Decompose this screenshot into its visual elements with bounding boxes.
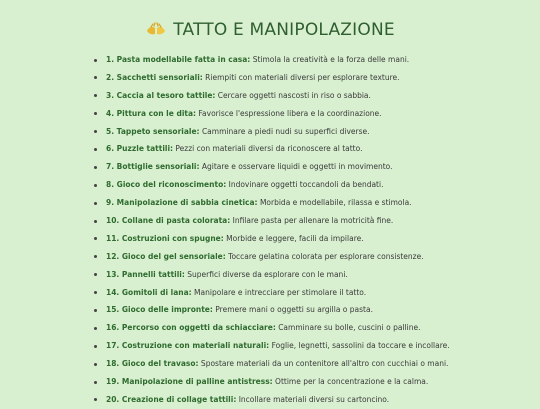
bullet-icon	[94, 202, 97, 205]
bullet-icon	[94, 148, 97, 151]
item-text	[106, 373, 428, 391]
item-description: Manipolare e intrecciare per stimolare il tatto.	[191, 287, 367, 297]
item-title: 13. Pannelli tattili:	[106, 269, 185, 279]
item-text	[106, 248, 424, 266]
item-description: Toccare gelatina colorata per esplorare consistenze.	[225, 251, 424, 261]
page-title: TATTO E MANIPOLAZIONE	[173, 20, 395, 40]
item-title: 1. Pasta modellabile fatta in casa:	[106, 55, 251, 64]
item-title: 20. Creazione di collage tattili:	[106, 394, 237, 404]
bullet-icon	[94, 237, 97, 240]
title-row	[0, 18, 540, 42]
item-text	[106, 140, 362, 158]
item-title: 2. Sacchetti sensoriali:	[106, 72, 203, 82]
bullet-icon	[94, 76, 97, 79]
item-description: Ottime per la concentrazione e la calma.	[272, 377, 429, 387]
item-description: Camminare a piedi nudi su superfici diverse.	[199, 126, 370, 136]
item-text	[106, 230, 364, 248]
item-description: Incollare materiali diversi su cartoncino.	[236, 394, 390, 404]
bullet-icon	[94, 184, 97, 187]
item-title: 18. Gioco del travaso:	[106, 359, 199, 369]
item-text	[106, 212, 393, 230]
item-text	[106, 266, 348, 284]
item-description: Morbida e modellabile, rilassa e stimola.	[257, 198, 412, 208]
bullet-icon	[94, 220, 97, 223]
item-text	[106, 51, 409, 69]
item-text	[106, 123, 370, 141]
item-description: Riempiti con materiali diversi per esplorare texture.	[202, 72, 400, 82]
item-text	[106, 87, 371, 105]
item-title: 7. Bottiglie sensoriali:	[106, 162, 200, 172]
item-text	[106, 105, 382, 123]
item-description: Agitare e osservare liquidi e oggetti in movimento.	[199, 162, 393, 172]
item-title: 4. Pittura con le dita:	[106, 108, 197, 118]
item-description: Infilare pasta per allenare la motricità fine.	[230, 216, 394, 226]
item-title: 11. Costruzioni con spugne:	[106, 233, 224, 243]
item-text	[106, 176, 383, 194]
item-text	[106, 194, 412, 212]
item-text	[106, 69, 400, 87]
item-description: Superfici diverse da esplorare con le mani.	[184, 269, 348, 279]
item-description: Camminare su bolle, cuscini o palline.	[275, 323, 421, 333]
item-title: 8. Gioco del riconoscimento:	[106, 180, 227, 190]
item-description: Foglie, legnetti, sassolini da toccare e incollare.	[269, 341, 450, 351]
bullet-icon	[94, 327, 97, 330]
bullet-icon	[94, 398, 97, 401]
bullet-icon	[94, 363, 97, 366]
item-title: 17. Costruzione con materiali naturali:	[106, 341, 270, 351]
item-text	[106, 355, 448, 373]
item-description: Cercare oggetti nascosti in riso o sabbia.	[215, 90, 371, 100]
item-text	[106, 391, 389, 409]
item-description: Premere mani o oggetti su argilla o pasta.	[212, 305, 373, 315]
item-description: Spostare materiali da un contenitore all'altro con cucchiai o mani.	[198, 359, 449, 369]
item-description: Indovinare oggetti toccandoli da bendati.	[226, 180, 384, 190]
bullet-icon	[94, 166, 97, 169]
item-description: Morbide e leggere, facili da impilare.	[223, 233, 364, 243]
item-title: 15. Gioco delle impronte:	[106, 305, 213, 315]
item-title: 6. Puzzle tattili:	[106, 144, 174, 154]
bullet-icon	[94, 130, 97, 133]
item-title: 16. Percorso con oggetti da schiacciare:	[106, 323, 276, 333]
item-text	[106, 158, 393, 176]
item-description: Favorisce l'espressione libera e la coordinazione.	[196, 108, 382, 118]
item-title: 12. Gioco del gel sensoriale:	[106, 251, 226, 261]
item-text	[106, 284, 366, 302]
item-text	[106, 301, 373, 319]
bullet-icon	[94, 59, 97, 62]
bullet-icon	[94, 255, 97, 258]
bullet-icon	[94, 309, 97, 312]
item-description: Stimola la creatività e la forza delle mani.	[250, 55, 410, 64]
bullet-icon	[94, 94, 97, 97]
bullet-icon	[94, 112, 97, 115]
item-title: 14. Gomitoli di lana:	[106, 287, 192, 297]
item-title: 5. Tappeto sensoriale:	[106, 126, 200, 136]
bullet-icon	[94, 345, 97, 348]
hands-icon	[145, 22, 167, 38]
item-title: 3. Caccia al tesoro tattile:	[106, 90, 216, 100]
item-description: Pezzi con materiali diversi da riconoscere al tatto.	[173, 144, 363, 154]
bullet-icon	[94, 291, 97, 294]
item-text	[106, 319, 420, 337]
item-title: 9. Manipolazione di sabbia cinetica:	[106, 198, 258, 208]
bullet-icon	[94, 381, 97, 384]
bullet-icon	[94, 273, 97, 276]
item-title: 19. Manipolazione di palline antistress:	[106, 377, 273, 387]
item-text	[106, 337, 450, 355]
item-title: 10. Collane di pasta colorata:	[106, 216, 231, 226]
